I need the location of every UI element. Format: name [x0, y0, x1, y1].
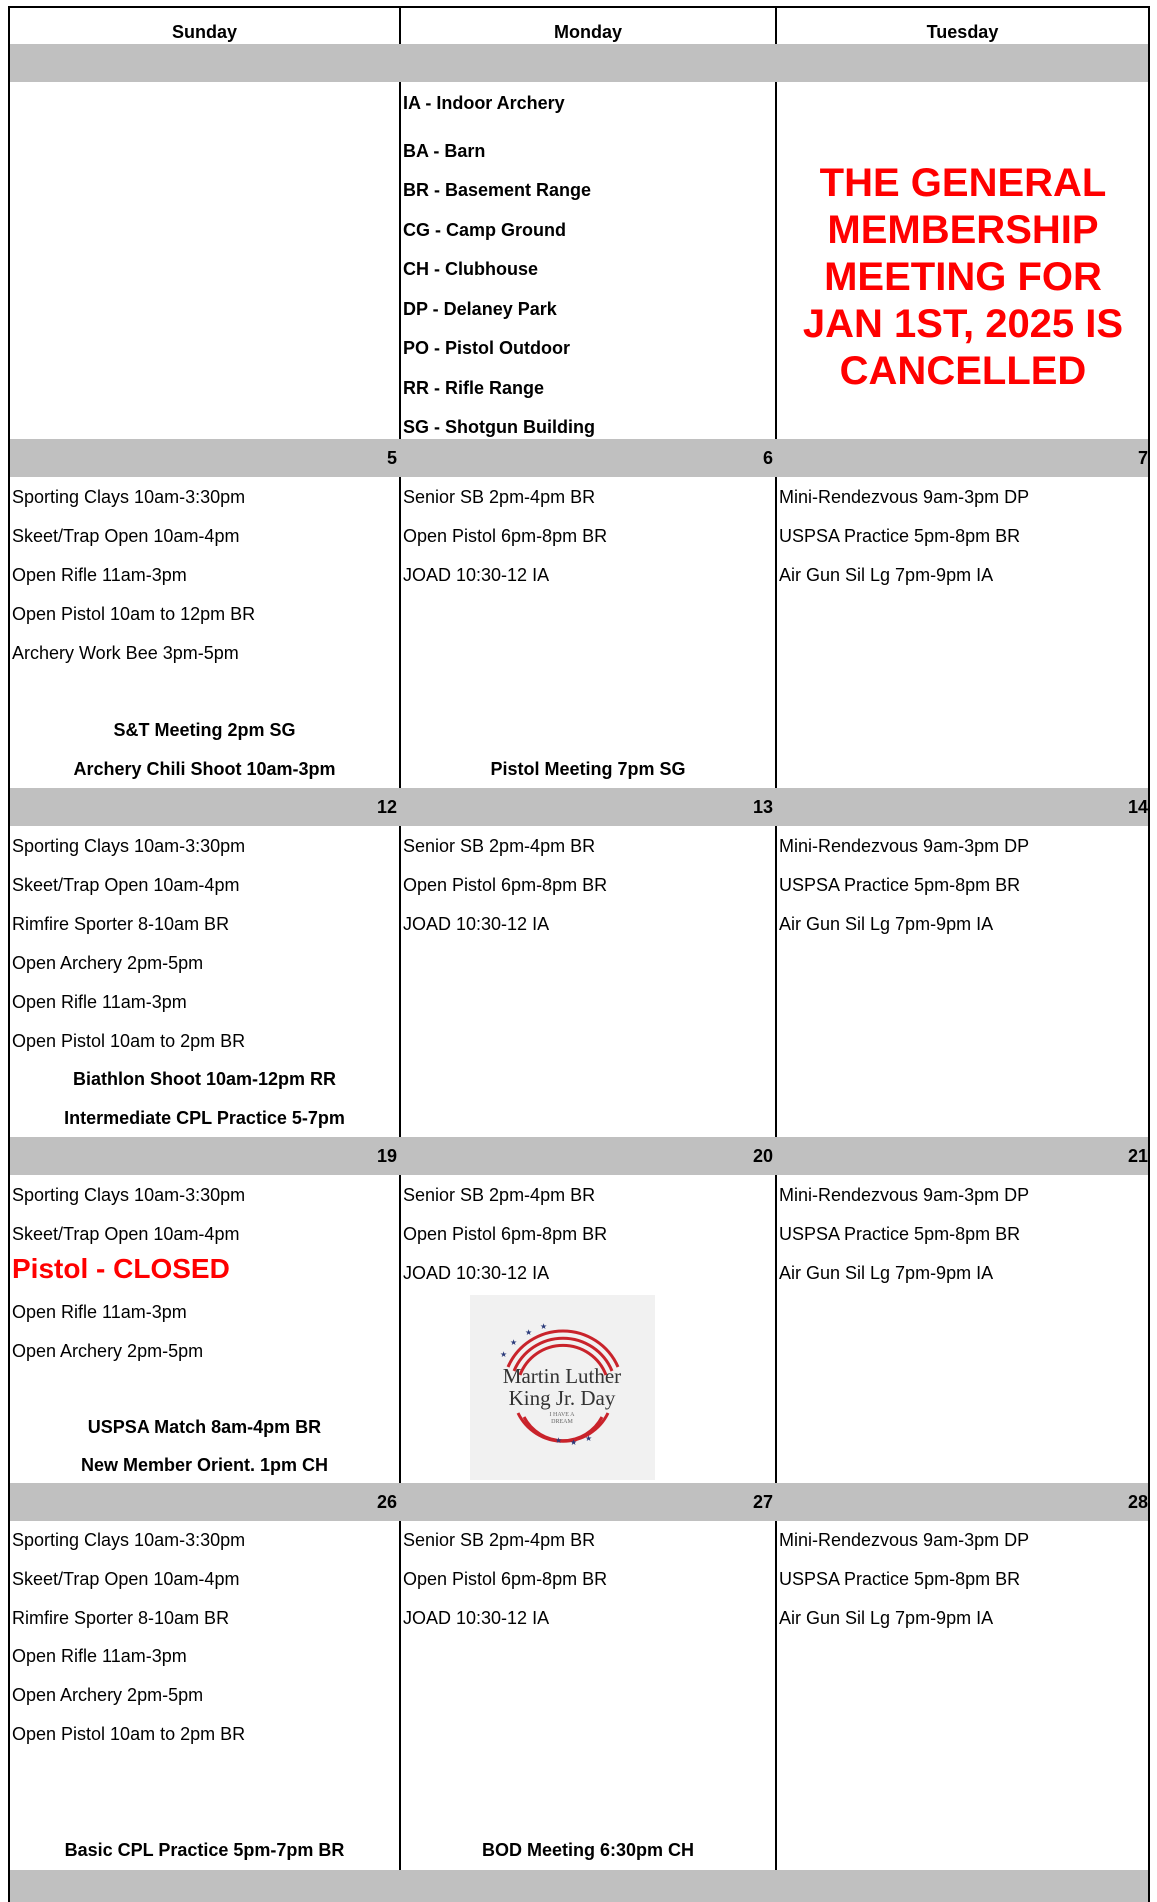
event-item: Mini-Rendezvous 9am-3pm DP [779, 1530, 1030, 1550]
legend-item: CG - Camp Ground [403, 220, 566, 240]
event-item: Archery Work Bee 3pm-5pm [12, 643, 239, 663]
week-band-bottom [10, 1870, 1148, 1902]
svg-text:★: ★ [540, 1322, 548, 1331]
event-item: Open Archery 2pm-5pm [12, 1685, 204, 1705]
day-number: 13 [752, 797, 773, 817]
day-number: 14 [1127, 797, 1148, 817]
legend-item: CH - Clubhouse [403, 259, 538, 279]
event-item: Skeet/Trap Open 10am-4pm [12, 875, 240, 895]
svg-text:★: ★ [555, 1436, 563, 1445]
event-item: Skeet/Trap Open 10am-4pm [12, 1224, 240, 1244]
event-item: Open Pistol 10am to 2pm BR [12, 1724, 246, 1744]
event-item: Open Rifle 11am-3pm [12, 1646, 187, 1666]
event-item: Open Rifle 11am-3pm [12, 565, 187, 585]
event-item: Mini-Rendezvous 9am-3pm DP [779, 836, 1030, 856]
event-item: Skeet/Trap Open 10am-4pm [12, 526, 240, 546]
notice-line: JAN 1ST, 2025 IS [802, 302, 1124, 346]
event-item: Rimfire Sporter 8-10am BR [12, 1608, 230, 1628]
mlk-tagline: I HAVE A [549, 1412, 575, 1418]
event-item: JOAD 10:30-12 IA [403, 1608, 550, 1628]
event-item: Air Gun Sil Lg 7pm-9pm IA [779, 1263, 994, 1283]
featured-event: S&T Meeting 2pm SG [113, 720, 296, 740]
header-monday: Monday [553, 22, 622, 42]
day-number: 12 [376, 797, 397, 817]
notice-line: MEETING FOR [824, 255, 1102, 299]
event-item: Sporting Clays 10am-3:30pm [12, 836, 246, 856]
notice-line: THE GENERAL [819, 161, 1107, 205]
day-number: 26 [376, 1492, 397, 1512]
legend-item: PO - Pistol Outdoor [403, 338, 570, 358]
event-item: Senior SB 2pm-4pm BR [403, 1185, 596, 1205]
event-item: JOAD 10:30-12 IA [403, 565, 550, 585]
featured-event: Archery Chili Shoot 10am-3pm [73, 759, 336, 779]
event-item: Open Pistol 6pm-8pm BR [403, 1224, 608, 1244]
event-item: Air Gun Sil Lg 7pm-9pm IA [779, 565, 994, 585]
legend-item: BR - Basement Range [403, 180, 592, 200]
mlk-day-image [470, 1295, 655, 1480]
event-item: Senior SB 2pm-4pm BR [403, 487, 596, 507]
svg-text:★: ★ [525, 1328, 533, 1337]
event-item: Open Rifle 11am-3pm [12, 1302, 187, 1322]
event-item: Senior SB 2pm-4pm BR [403, 1530, 596, 1550]
event-item: Open Pistol 6pm-8pm BR [403, 526, 608, 546]
pistol-closed-alert: Pistol - CLOSED [12, 1253, 230, 1284]
event-item: Rimfire Sporter 8-10am BR [12, 914, 230, 934]
day-number: 19 [376, 1146, 397, 1166]
mlk-day-graphic [470, 1295, 655, 1480]
event-item: Open Pistol 10am to 12pm BR [12, 604, 256, 624]
header-sunday: Sunday [171, 22, 237, 42]
svg-text:★: ★ [570, 1438, 578, 1447]
mlk-tagline: DREAM [551, 1419, 573, 1425]
svg-text:★: ★ [500, 1350, 508, 1359]
event-item: Sporting Clays 10am-3:30pm [12, 487, 246, 507]
mlk-title-line2: King Jr. Day [508, 1386, 616, 1410]
event-item: Open Rifle 11am-3pm [12, 992, 187, 1012]
day-number: 21 [1127, 1146, 1148, 1166]
notice-line: CANCELLED [839, 349, 1087, 393]
legend-item: SG - Shotgun Building [403, 417, 595, 437]
event-item: Mini-Rendezvous 9am-3pm DP [779, 487, 1030, 507]
legend-item: RR - Rifle Range [403, 378, 545, 398]
day-number: 28 [1127, 1492, 1148, 1512]
column-divider [399, 6, 401, 1902]
mlk-title-line1: Martin Luther [502, 1364, 622, 1388]
day-number: 6 [762, 448, 773, 468]
event-item: USPSA Practice 5pm-8pm BR [779, 1224, 1021, 1244]
featured-event: USPSA Match 8am-4pm BR [87, 1417, 322, 1437]
event-item: Open Pistol 6pm-8pm BR [403, 1569, 608, 1589]
featured-event: Biathlon Shoot 10am-12pm RR [72, 1069, 337, 1089]
event-item: Open Pistol 10am to 2pm BR [12, 1031, 246, 1051]
event-item: Skeet/Trap Open 10am-4pm [12, 1569, 240, 1589]
event-item: Open Pistol 6pm-8pm BR [403, 875, 608, 895]
event-item: Air Gun Sil Lg 7pm-9pm IA [779, 1608, 994, 1628]
meeting-cancelled-notice [778, 160, 1148, 395]
featured-event: Basic CPL Practice 5pm-7pm BR [64, 1840, 345, 1860]
event-item: JOAD 10:30-12 IA [403, 1263, 550, 1283]
day-number: 20 [752, 1146, 773, 1166]
event-item: USPSA Practice 5pm-8pm BR [779, 526, 1021, 546]
legend-item: IA - Indoor Archery [403, 93, 565, 113]
week-band-top [10, 44, 1148, 82]
day-number: 7 [1137, 448, 1148, 468]
featured-event: Pistol Meeting 7pm SG [490, 759, 686, 779]
featured-event: Intermediate CPL Practice 5-7pm [64, 1108, 345, 1128]
svg-text:★: ★ [585, 1434, 593, 1443]
svg-text:★: ★ [510, 1338, 518, 1347]
event-item: Open Archery 2pm-5pm [12, 1341, 204, 1361]
header-tuesday: Tuesday [926, 22, 999, 42]
event-item: Sporting Clays 10am-3:30pm [12, 1530, 246, 1550]
event-item: Mini-Rendezvous 9am-3pm DP [779, 1185, 1030, 1205]
event-item: Open Archery 2pm-5pm [12, 953, 204, 973]
event-item: Air Gun Sil Lg 7pm-9pm IA [779, 914, 994, 934]
day-number: 5 [386, 448, 397, 468]
event-item: USPSA Practice 5pm-8pm BR [779, 875, 1021, 895]
column-divider [775, 6, 777, 1902]
notice-line: MEMBERSHIP [827, 208, 1099, 252]
featured-event: New Member Orient. 1pm CH [80, 1455, 329, 1475]
featured-event: BOD Meeting 6:30pm CH [481, 1840, 695, 1860]
event-item: Senior SB 2pm-4pm BR [403, 836, 596, 856]
legend-item: BA - Barn [403, 141, 486, 161]
day-number: 27 [752, 1492, 773, 1512]
event-item: JOAD 10:30-12 IA [403, 914, 550, 934]
legend-item: DP - Delaney Park [403, 299, 557, 319]
event-item: Sporting Clays 10am-3:30pm [12, 1185, 246, 1205]
event-item: USPSA Practice 5pm-8pm BR [779, 1569, 1021, 1589]
